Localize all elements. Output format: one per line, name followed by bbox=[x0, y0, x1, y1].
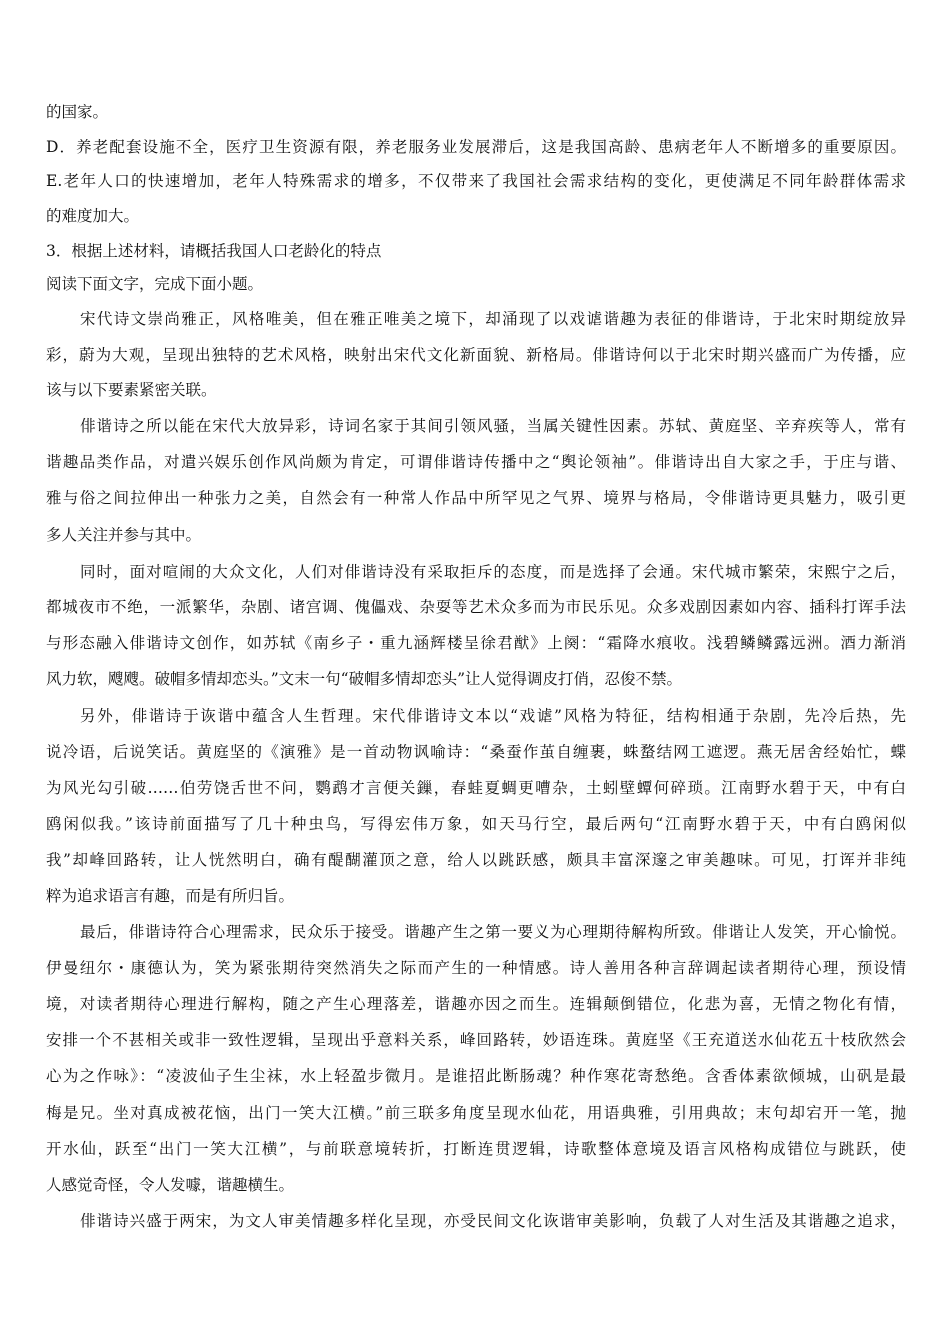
passage-line: 人感觉奇怪，令人发噱，谐趣横生。 bbox=[46, 1176, 295, 1194]
passage-line: 都城夜市不绝，一派繁华，杂剧、诸宫调、傀儡戏、杂耍等艺术众多而为市民乐见。众多戏剧因素如内容、插科打诨手法 bbox=[46, 598, 906, 616]
passage-line: 梅是兄。坐对真成被花恼，出门一笑大江横。”前三联多角度呈现水仙花，用语典雅，引用典故；末句却宕开一笔，抛 bbox=[46, 1104, 906, 1122]
passage-line: 另外，俳谐诗于诙谐中蕴含人生哲理。宋代俳谐诗文本以“戏谑”风格为特征，结构相通于杂剧，先冷后热，先 bbox=[80, 707, 906, 725]
option-e-line-1: E.老年人口的快速增加，老年人特殊需求的增多，不仅带来了我国社会需求结构的变化，更使满足不同年龄群体需求 bbox=[46, 172, 906, 190]
passage-line: 俳谐诗之所以能在宋代大放异彩，诗词名家于其间引领风骚，当属关键性因素。苏轼、黄庭坚、辛弃疾等人，常有 bbox=[80, 417, 906, 435]
passage-line: 风力软，飕飕。破帽多情却恋头。”文末一句“破帽多情却恋头”让人觉得调皮打俏，忍俊不禁。 bbox=[46, 670, 683, 688]
reading-instruction: 阅读下面文字，完成下面小题。 bbox=[46, 275, 264, 293]
passage-line: 同时，面对喧闹的大众文化，人们对俳谐诗没有采取拒斥的态度，而是选择了会通。宋代城市繁荣，宋熙宁之后， bbox=[80, 563, 906, 581]
passage-line: 俳谐诗兴盛于两宋，为文人审美情趣多样化呈现，亦受民间文化诙谐审美影响，负载了人对生活及其谐趣之追求， bbox=[80, 1212, 906, 1230]
option-d: D．养老配套设施不全，医疗卫生资源有限，养老服务业发展滞后，这是我国高龄、患病老年人不断增多的重要原因。 bbox=[46, 138, 906, 156]
option-e-line-2: 的难度加大。 bbox=[46, 207, 140, 225]
passage-line: 说冷语，后说笑话。黄庭坚的《演雅》是一首动物讽喻诗：“桑蚕作茧自缠裹，蛛蝥结网工遮逻。燕无居舍经始忙，蝶 bbox=[46, 743, 906, 761]
passage-line: 境，对读者期待心理进行解构，随之产生心理落差，谐趣亦因之而生。连辑颠倒错位，化悲为喜，无情之物化有情， bbox=[46, 995, 906, 1013]
passage-line: 宋代诗文崇尚雅正，风格唯美，但在雅正唯美之境下，却涌现了以戏谑谐趣为表征的俳谐诗，于北宋时期绽放异 bbox=[80, 310, 906, 328]
passage-line: 与形态融入俳谐诗文创作，如苏轼《南乡子・重九涵辉楼呈徐君猷》上阕：“霜降水痕收。浅碧鳞鳞露远洲。酒力渐消 bbox=[46, 634, 906, 652]
option-c-continuation: 的国家。 bbox=[46, 103, 109, 121]
passage-line: 开水仙，跃至“出门一笑大江横”，与前联意境转折，打断连贯逻辑，诗歌整体意境及语言风格构成错位与跳跃，使 bbox=[46, 1140, 906, 1158]
question-3: 3．根据上述材料，请概括我国人口老龄化的特点 bbox=[46, 242, 382, 260]
passage-line: 我”却峰回路转，让人恍然明白，确有醍醐灌顶之意，给人以跳跃感，颇具丰富深邃之审美趣味。可见，打诨并非纯 bbox=[46, 851, 906, 869]
passage-line: 鸥闲似我。”该诗前面描写了几十种虫鸟，写得宏伟万象，如天马行空，最后两句“江南野水碧于天，中有白鸥闲似 bbox=[46, 815, 906, 833]
passage-line: 雅与俗之间拉伸出一种张力之美，自然会有一种常人作品中所罕见之气界、境界与格局，令俳谐诗更具魅力，吸引更 bbox=[46, 489, 906, 507]
passage-line: 伊曼纽尔・康德认为，笑为紧张期待突然消失之际而产生的一种情感。诗人善用各种言辞调起读者期待心理，预设情 bbox=[46, 959, 906, 977]
passage-line: 多人关注并参与其中。 bbox=[46, 526, 202, 544]
passage-line: 该与以下要素紧密关联。 bbox=[46, 381, 217, 399]
passage-line: 谐趣品类作品，对遣兴娱乐创作风尚颇为肯定，可谓俳谐诗传播中之“舆论领袖”。俳谐诗出自大家之手，于庄与谐、 bbox=[46, 453, 906, 471]
passage-line: 安排一个不甚相关或非一致性逻辑，呈现出乎意料关系，峰回路转，妙语连珠。黄庭坚《王充道送水仙花五十枝欣然会 bbox=[46, 1031, 906, 1049]
passage-line: 为风光勾引破……伯劳饶舌世不问，鹦鹉才言便关鏁，春蛙夏蜩更嘈杂，土蚓壁蟫何碎琐。江南野水碧于天，中有白 bbox=[46, 779, 906, 797]
passage-line: 最后，俳谐诗符合心理需求，民众乐于接受。谐趣产生之第一要义为心理期待解构所致。俳谐让人发笑，开心愉悦。 bbox=[80, 923, 906, 941]
passage-line: 心为之作咏》：“凌波仙子生尘袜，水上轻盈步微月。是谁招此断肠魂？种作寒花寄愁绝。含香体素欲倾城，山矾是最 bbox=[46, 1067, 906, 1085]
passage-line: 彩，蔚为大观，呈现出独特的艺术风格，映射出宋代文化新面貌、新格局。俳谐诗何以于北宋时期兴盛而广为传播，应 bbox=[46, 346, 906, 364]
passage-line: 粹为追求语言有趣，而是有所归旨。 bbox=[46, 887, 295, 905]
